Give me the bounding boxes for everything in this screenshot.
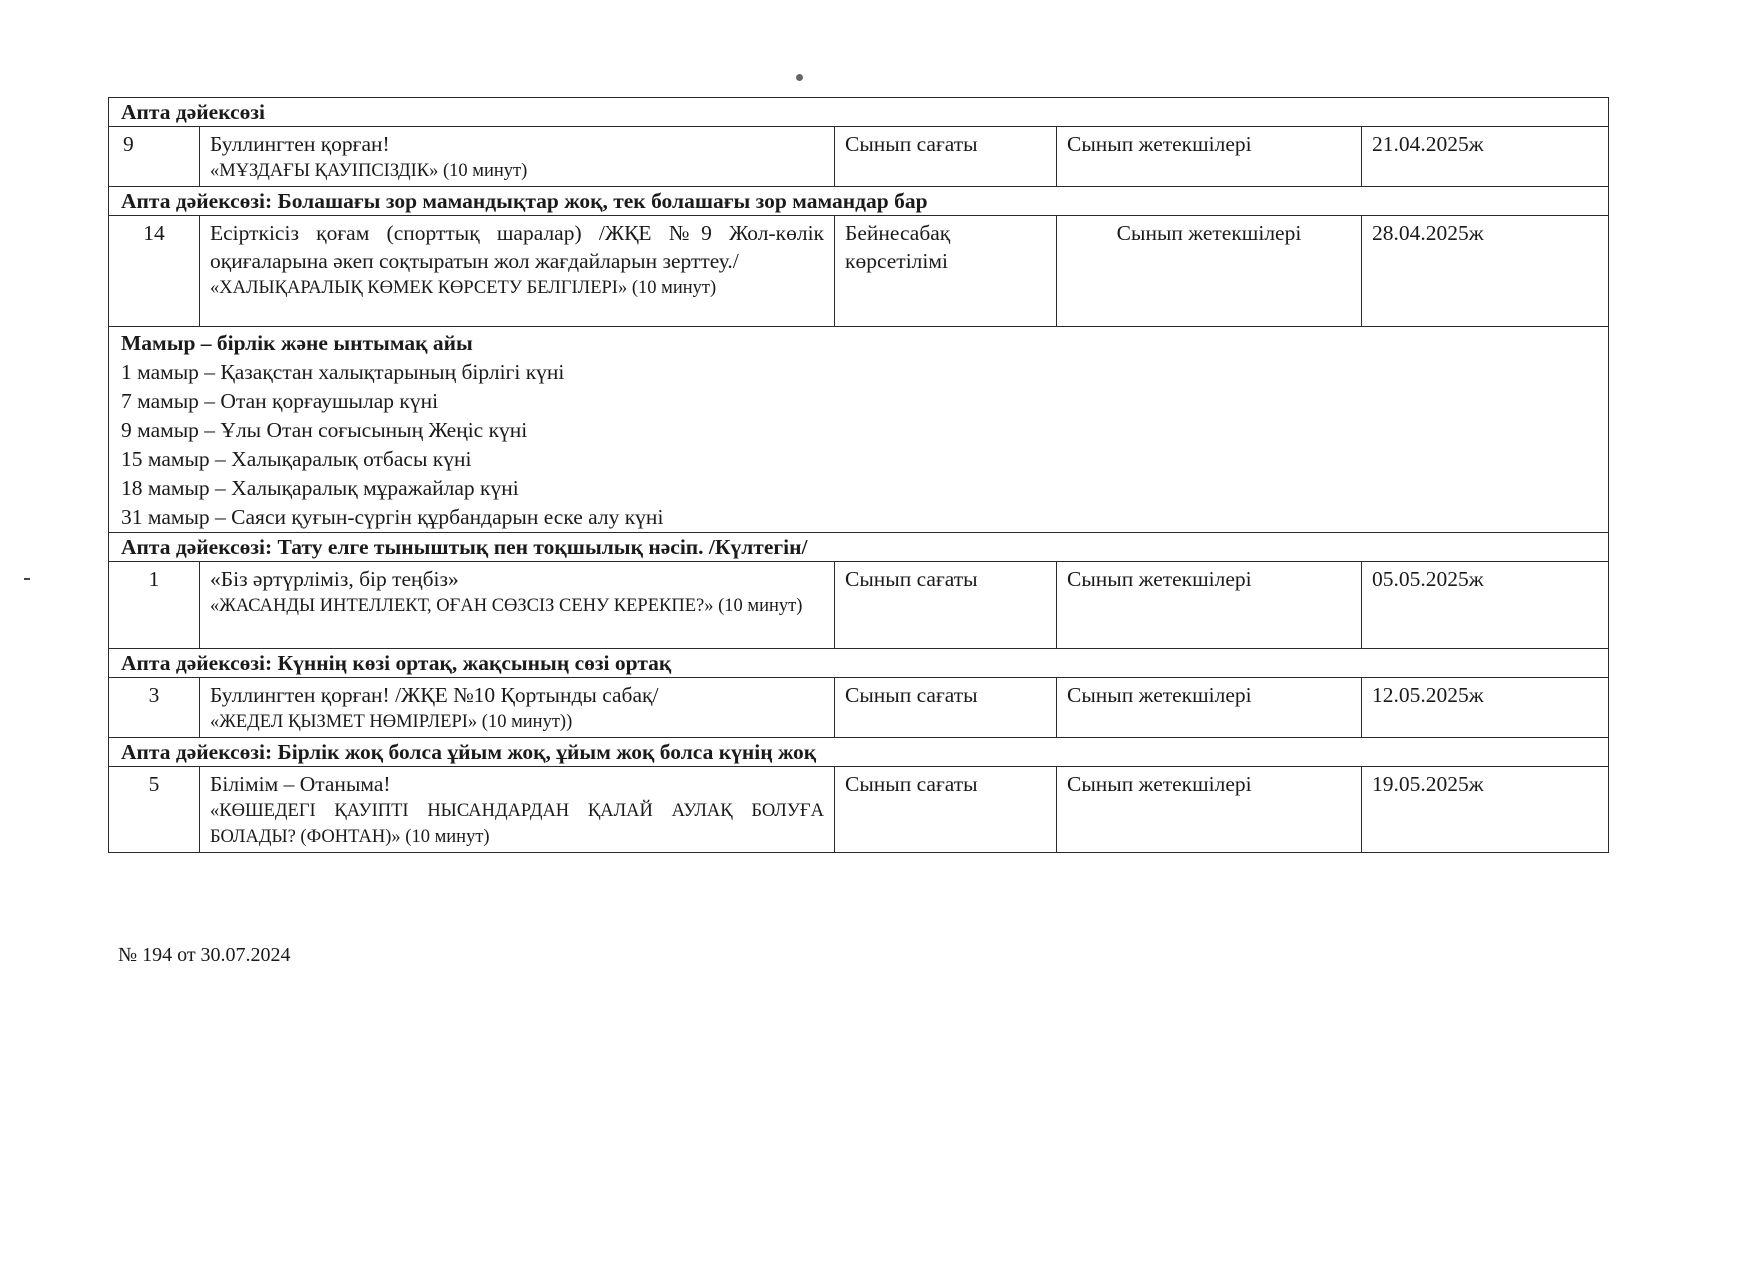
week-quote: Апта дәйексөзі: Болашағы зор мамандықтар жоқ, тек болашағы зор мамандар бар xyxy=(109,187,1609,216)
topic-title: Буллингтен қорған! /ЖҚЕ №10 Қортынды сабақ/ xyxy=(210,683,659,707)
form-cell: Сынып сағаты xyxy=(835,767,1057,853)
responsible-cell: Сынып жетекшілері xyxy=(1057,562,1362,649)
month-event: 9 мамыр – Ұлы Отан соғысының Жеңіс күні xyxy=(121,418,528,442)
date-cell: 12.05.2025ж xyxy=(1362,678,1609,738)
week-quote: Апта дәйексөзі: Бірлік жоқ болса ұйым жоқ, ұйым жоқ болса күнің жоқ xyxy=(109,738,1609,767)
date-cell: 21.04.2025ж xyxy=(1362,127,1609,187)
topic-cell xyxy=(200,767,835,853)
topic-title: Есірткісіз қоғам (спорттық шаралар) /ЖҚЕ №9 Жол-көлік оқиғаларына әкеп соқтыратын жол жағдайларын зерттеу./ xyxy=(210,221,824,273)
topic-title: Білімім – Отаныма! xyxy=(210,772,391,796)
table-row xyxy=(109,562,1609,649)
document-number: № 194 от 30.07.2024 xyxy=(118,944,291,966)
date-cell: 05.05.2025ж xyxy=(1362,562,1609,649)
month-event: 7 мамыр – Отан қорғаушылар күні xyxy=(121,389,439,413)
topic-subtitle: «ХАЛЫҚАРАЛЫҚ КӨМЕК КӨРСЕТУ БЕЛГІЛЕРІ» (10 минут) xyxy=(210,278,717,298)
month-event: 15 мамыр – Халықаралық отбасы күні xyxy=(121,447,472,471)
week-quote-row xyxy=(109,533,1609,562)
month-row xyxy=(109,327,1609,533)
topic-cell xyxy=(200,127,835,187)
scan-speck xyxy=(24,578,30,580)
topic-cell xyxy=(200,678,835,738)
week-quote: Апта дәйексөзі xyxy=(109,98,1609,127)
form-cell: Сынып сағаты xyxy=(835,678,1057,738)
week-quote: Апта дәйексөзі: Күннің көзі ортақ, жақсының сөзі ортақ xyxy=(109,649,1609,678)
topic-title: Буллингтен қорған! xyxy=(210,132,390,156)
responsible-cell: Сынып жетекшілері xyxy=(1057,767,1362,853)
topic-cell xyxy=(200,216,835,327)
topic-title: «Біз әртүрліміз, бір теңбіз» xyxy=(210,567,459,591)
responsible-cell: Сынып жетекшілері xyxy=(1057,216,1362,327)
table-row xyxy=(109,216,1609,327)
responsible-cell: Сынып жетекшілері xyxy=(1057,678,1362,738)
month-event: 18 мамыр – Халықаралық мұражайлар күні xyxy=(121,476,519,500)
row-number: 14 xyxy=(109,216,200,327)
week-quote-row xyxy=(109,98,1609,127)
week-quote-row xyxy=(109,738,1609,767)
form-cell: Сынып сағаты xyxy=(835,562,1057,649)
month-event: 31 мамыр – Саяси қуғын-сүргін құрбандарын еске алу күні xyxy=(121,505,664,529)
week-quote-row xyxy=(109,649,1609,678)
week-quote: Апта дәйексөзі: Тату елге тыныштық пен тоқшылық нәсіп. /Күлтегін/ xyxy=(109,533,1609,562)
month-cell xyxy=(109,327,1609,533)
table-row xyxy=(109,127,1609,187)
row-number: 5 xyxy=(109,767,200,853)
row-number: 3 xyxy=(109,678,200,738)
date-cell: 19.05.2025ж xyxy=(1362,767,1609,853)
table-row xyxy=(109,678,1609,738)
row-number: 9 xyxy=(109,127,200,187)
topic-subtitle: «МҰЗДАҒЫ ҚАУІПСІЗДІК» (10 минут) xyxy=(210,161,528,181)
date-cell: 28.04.2025ж xyxy=(1362,216,1609,327)
row-number: 1 xyxy=(109,562,200,649)
week-quote-row xyxy=(109,187,1609,216)
month-title: Мамыр – бірлік және ынтымақ айы xyxy=(121,331,473,355)
form-cell: Бейнесабақ көрсетілімі xyxy=(835,216,1057,327)
topic-cell xyxy=(200,562,835,649)
topic-subtitle: «ЖАСАНДЫ ИНТЕЛЛЕКТ, ОҒАН СӨЗСІЗ СЕНУ КЕРЕКПЕ?» (10 минут) xyxy=(210,596,803,616)
plan-table xyxy=(108,97,1609,853)
table-row xyxy=(109,767,1609,853)
form-cell: Сынып сағаты xyxy=(835,127,1057,187)
topic-subtitle: «КӨШЕДЕГІ ҚАУІПТІ НЫСАНДАРДАН ҚАЛАЙ АУЛАҚ БОЛУҒА БОЛАДЫ? (ФОНТАН)» (10 минут) xyxy=(210,801,824,847)
scan-speck xyxy=(796,74,803,81)
responsible-cell: Сынып жетекшілері xyxy=(1057,127,1362,187)
month-event: 1 мамыр – Қазақстан халықтарының бірлігі күні xyxy=(121,360,565,384)
topic-subtitle: «ЖЕДЕЛ ҚЫЗМЕТ НӨМІРЛЕРІ» (10 минут)) xyxy=(210,712,573,732)
